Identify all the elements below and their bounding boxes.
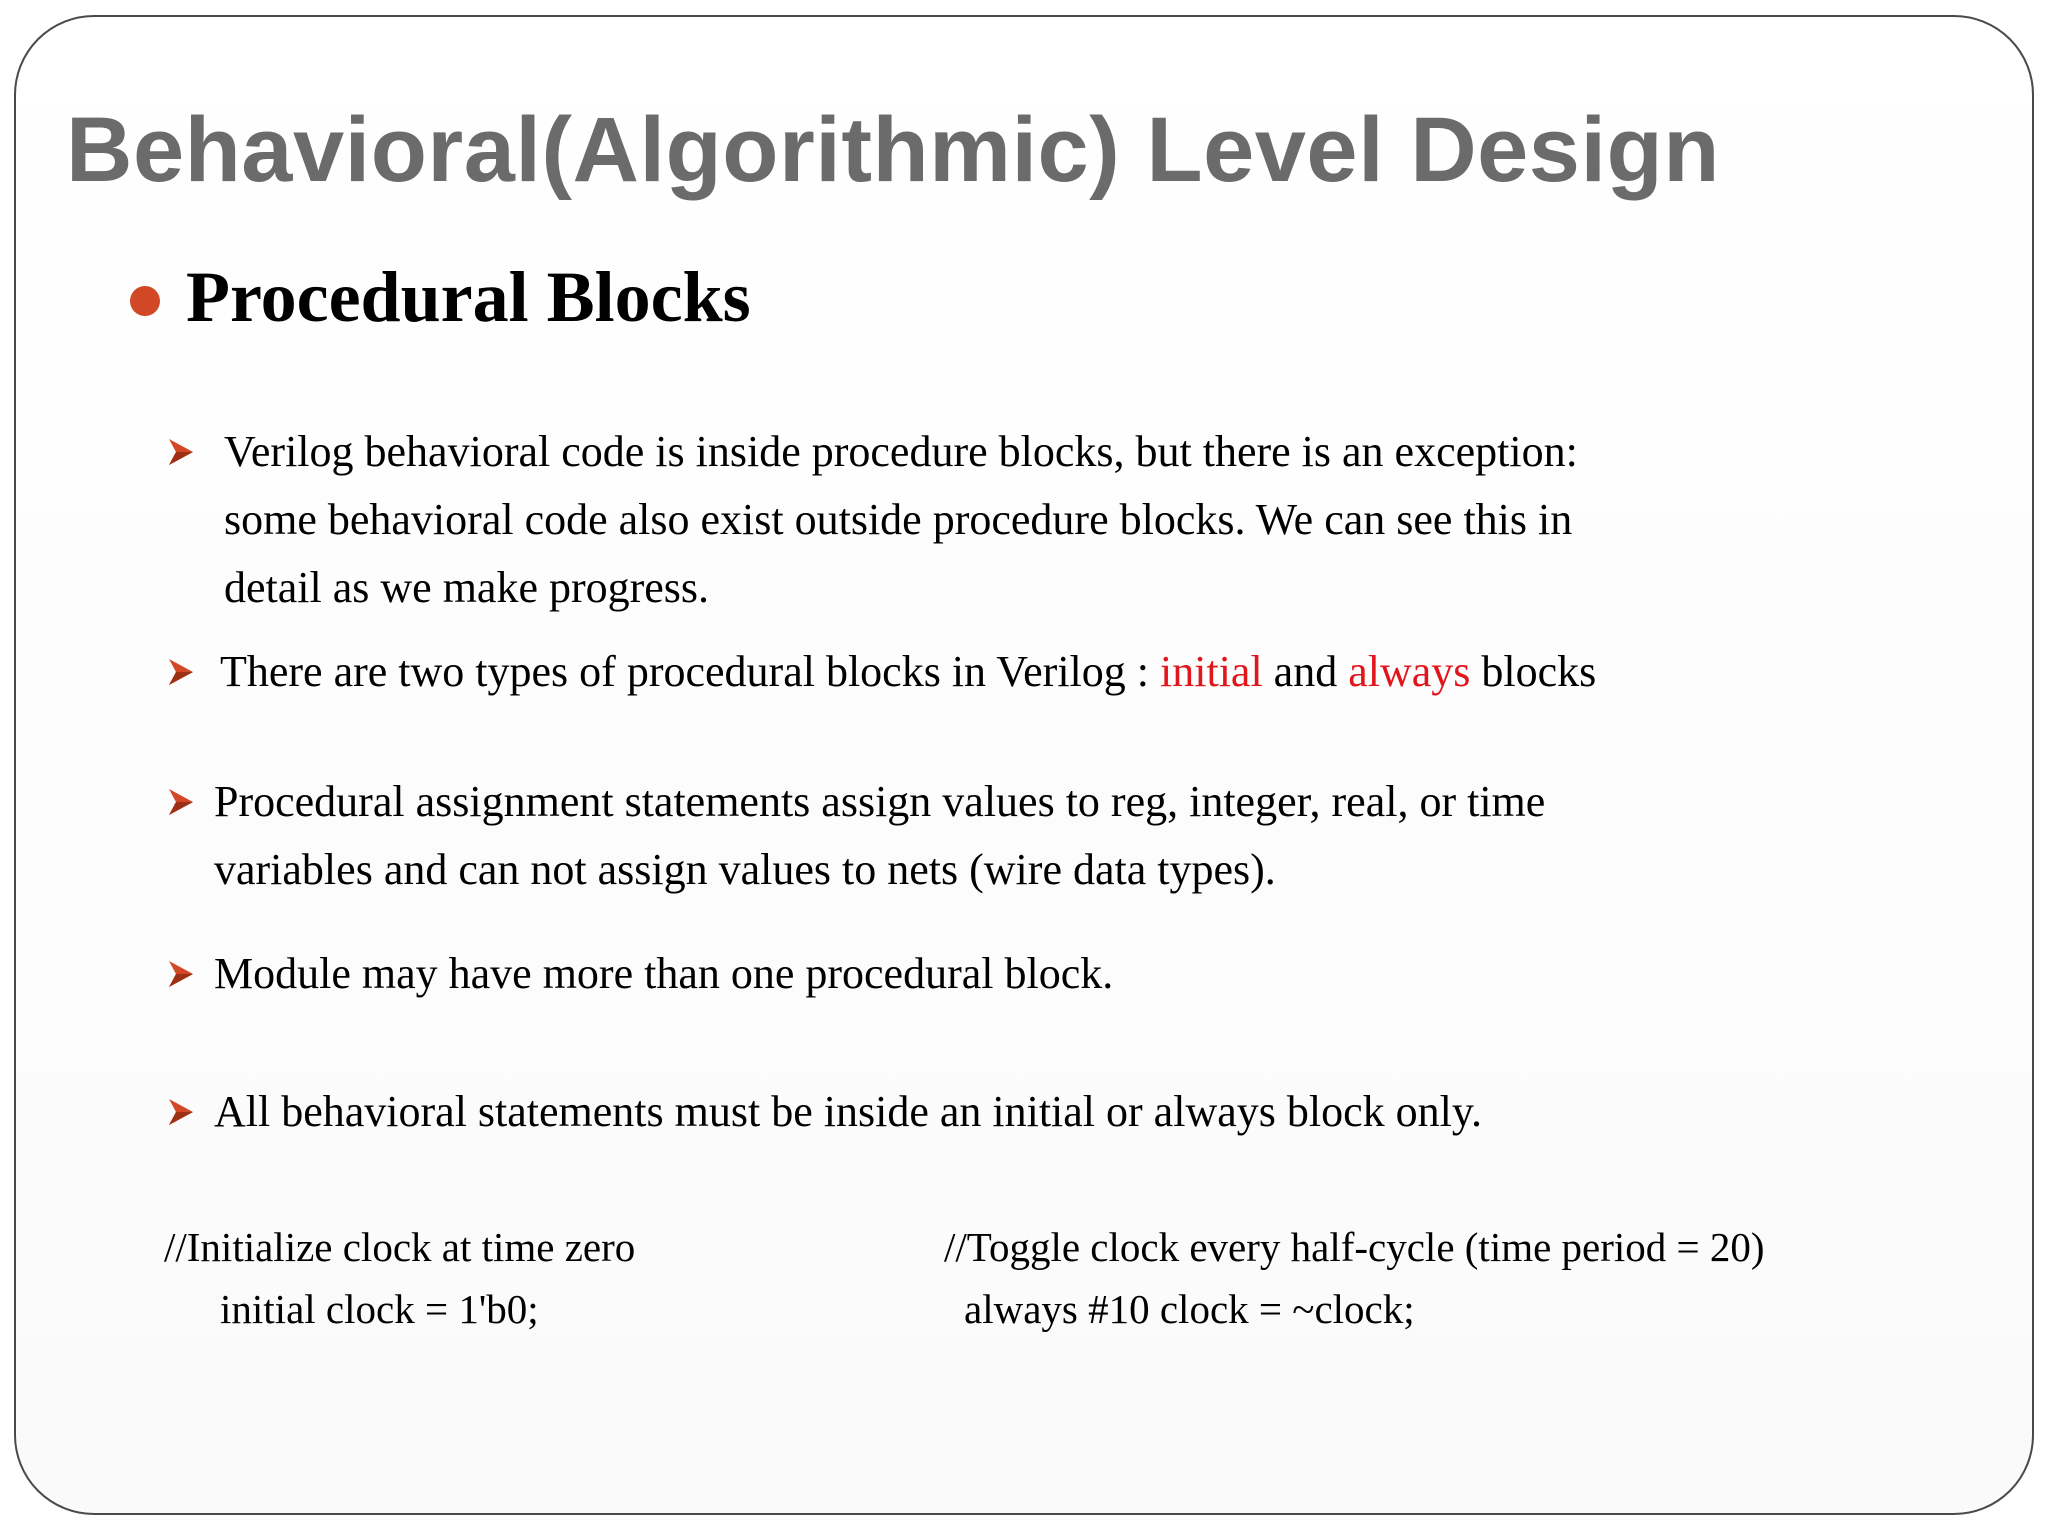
keyword-initial: initial [1160,647,1263,696]
bullet-line: Verilog behavioral code is inside procedure blocks, but there is an exception: [224,427,1578,476]
section-heading: Procedural Blocks [186,257,751,337]
arrow-bullet-icon [168,438,194,466]
bullet-suffix: blocks [1470,647,1597,696]
code-comment: //Initialize clock at time zero [164,1224,636,1270]
keyword-always: always [1348,647,1471,696]
slide-title: Behavioral(Algorithmic) Level Design [66,99,1720,201]
code-example-initial [164,1216,635,1340]
arrow-bullet-icon [168,1098,194,1126]
bullet-line: some behavioral code also exist outside procedure blocks. We can see this in [224,495,1573,544]
bullet-text [220,638,1596,706]
bullet-dot-icon [130,286,160,316]
bullet-line: variables and can not assign values to nets (wire data types). [214,845,1276,894]
code-comment: //Toggle clock every half-cycle (time period = 20) [944,1224,1765,1270]
bullet-line: All behavioral statements must be inside an initial or always block only. [214,1087,1482,1136]
bullet-text [214,1078,1482,1146]
arrow-bullet-icon [168,658,194,686]
bullet-middle: and [1262,647,1349,696]
arrow-bullet-icon [168,788,194,816]
code-statement: always #10 clock = ~clock; [964,1286,1415,1332]
bullet-prefix: There are two types of procedural blocks in Verilog : [220,647,1161,696]
bullet-text [214,768,1545,904]
bullet-line: detail as we make progress. [224,563,710,612]
bullet-text [224,418,1578,622]
bullet-line: Module may have more than one procedural block. [214,949,1114,998]
bullet-line: Procedural assignment statements assign values to reg, integer, real, or time [214,777,1546,826]
arrow-bullet-icon [168,960,194,988]
bullet-text [214,940,1113,1008]
code-statement: initial clock = 1'b0; [220,1286,539,1332]
code-example-always [944,1216,1765,1340]
